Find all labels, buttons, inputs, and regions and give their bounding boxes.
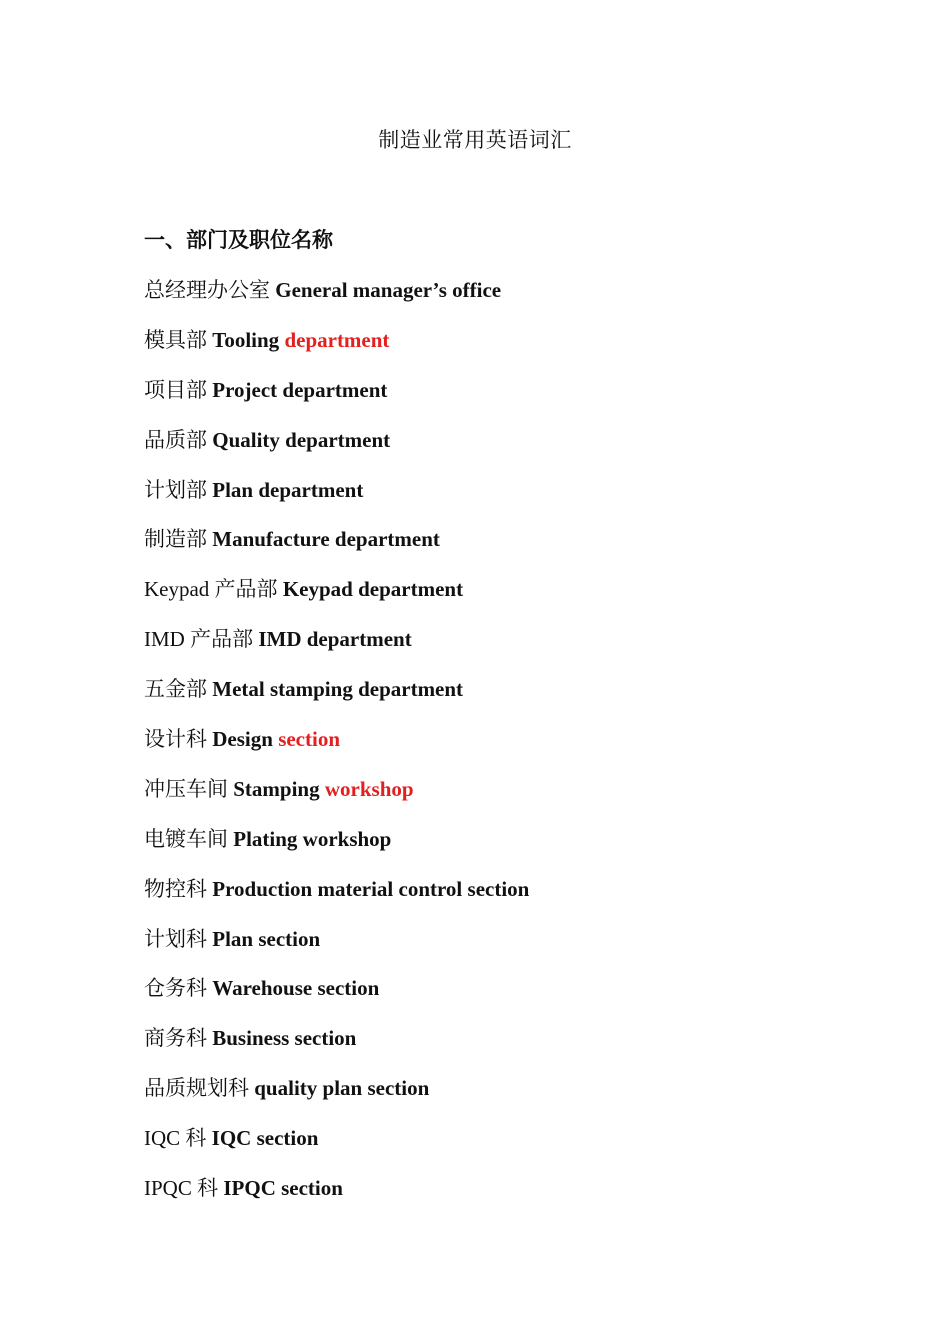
vocabulary-entry [144,673,864,723]
entry-english: quality plan section [254,1076,430,1101]
vocabulary-entry [144,523,864,573]
entry-chinese: 品质规划科 [144,1076,255,1101]
vocabulary-entry [144,773,864,823]
vocabulary-list [144,274,864,1222]
entry-chinese: 设计科 [144,727,213,752]
entry-chinese: IMD 产品部 [144,627,259,652]
entry-english: General manager’s office [275,278,502,302]
entry-english: IPQC section [223,1176,343,1201]
vocabulary-entry [144,424,864,474]
entry-chinese: IPQC 科 [144,1176,224,1201]
document-title: 制造业常用英语词汇 [378,128,572,152]
vocabulary-entry [144,573,864,623]
vocabulary-entry [144,923,864,973]
entry-chinese: 仓务科 [144,976,213,1001]
entry-chinese: 冲压车间 [144,776,234,801]
vocabulary-entry [144,324,864,374]
entry-english: Manufacture department [212,527,440,552]
vocabulary-entry [144,474,864,524]
vocabulary-entry [144,1172,864,1222]
entry-english-highlight: department [284,327,390,352]
vocabulary-entry [144,274,864,324]
entry-english: Stamping [233,776,320,801]
vocabulary-entry [144,374,864,424]
entry-english: IMD department [258,627,412,652]
entry-chinese: 制造部 [144,527,207,552]
entry-english: Business section [212,1026,357,1051]
entry-english: Plan section [212,926,321,951]
entry-english: Quality department [212,427,391,452]
entry-chinese: 商务科 [144,1026,213,1051]
entry-chinese: IQC 科 [144,1126,212,1151]
entry-english: Project department [212,377,388,402]
entry-chinese: 模具部 [144,327,207,352]
entry-chinese: 物控科 [144,876,213,901]
entry-chinese: 电镀车间 [144,826,234,851]
vocabulary-entry [144,823,864,873]
entry-chinese: Keypad 产品部 [144,577,278,602]
vocabulary-entry [144,972,864,1022]
entry-english: Plan department [212,477,364,502]
entry-english: Design [212,727,273,752]
entry-english: IQC section [211,1126,319,1151]
vocabulary-entry [144,1072,864,1122]
entry-english: Keypad department [282,577,464,602]
entry-chinese: 计划部 [144,477,213,502]
vocabulary-entry [144,623,864,673]
entry-english-highlight: workshop [324,776,414,801]
entry-english: Plating workshop [233,826,392,851]
vocabulary-entry [144,723,864,773]
entry-english: Tooling [212,327,280,352]
entry-chinese: 品质部 [144,427,207,452]
entry-chinese: 项目部 [144,377,207,402]
vocabulary-entry [144,1022,864,1072]
entry-english: Production material control section [212,876,530,901]
entry-english-highlight: section [278,727,341,752]
section-heading: 一、部门及职位名称 [144,228,333,252]
entry-english: Warehouse section [212,976,380,1001]
vocabulary-entry [144,1122,864,1172]
entry-chinese: 计划科 [144,926,213,951]
entry-english: Metal stamping department [212,677,464,702]
entry-chinese: 五金部 [144,677,213,702]
entry-chinese: 总经理办公室 [144,278,270,302]
vocabulary-entry [144,873,864,923]
